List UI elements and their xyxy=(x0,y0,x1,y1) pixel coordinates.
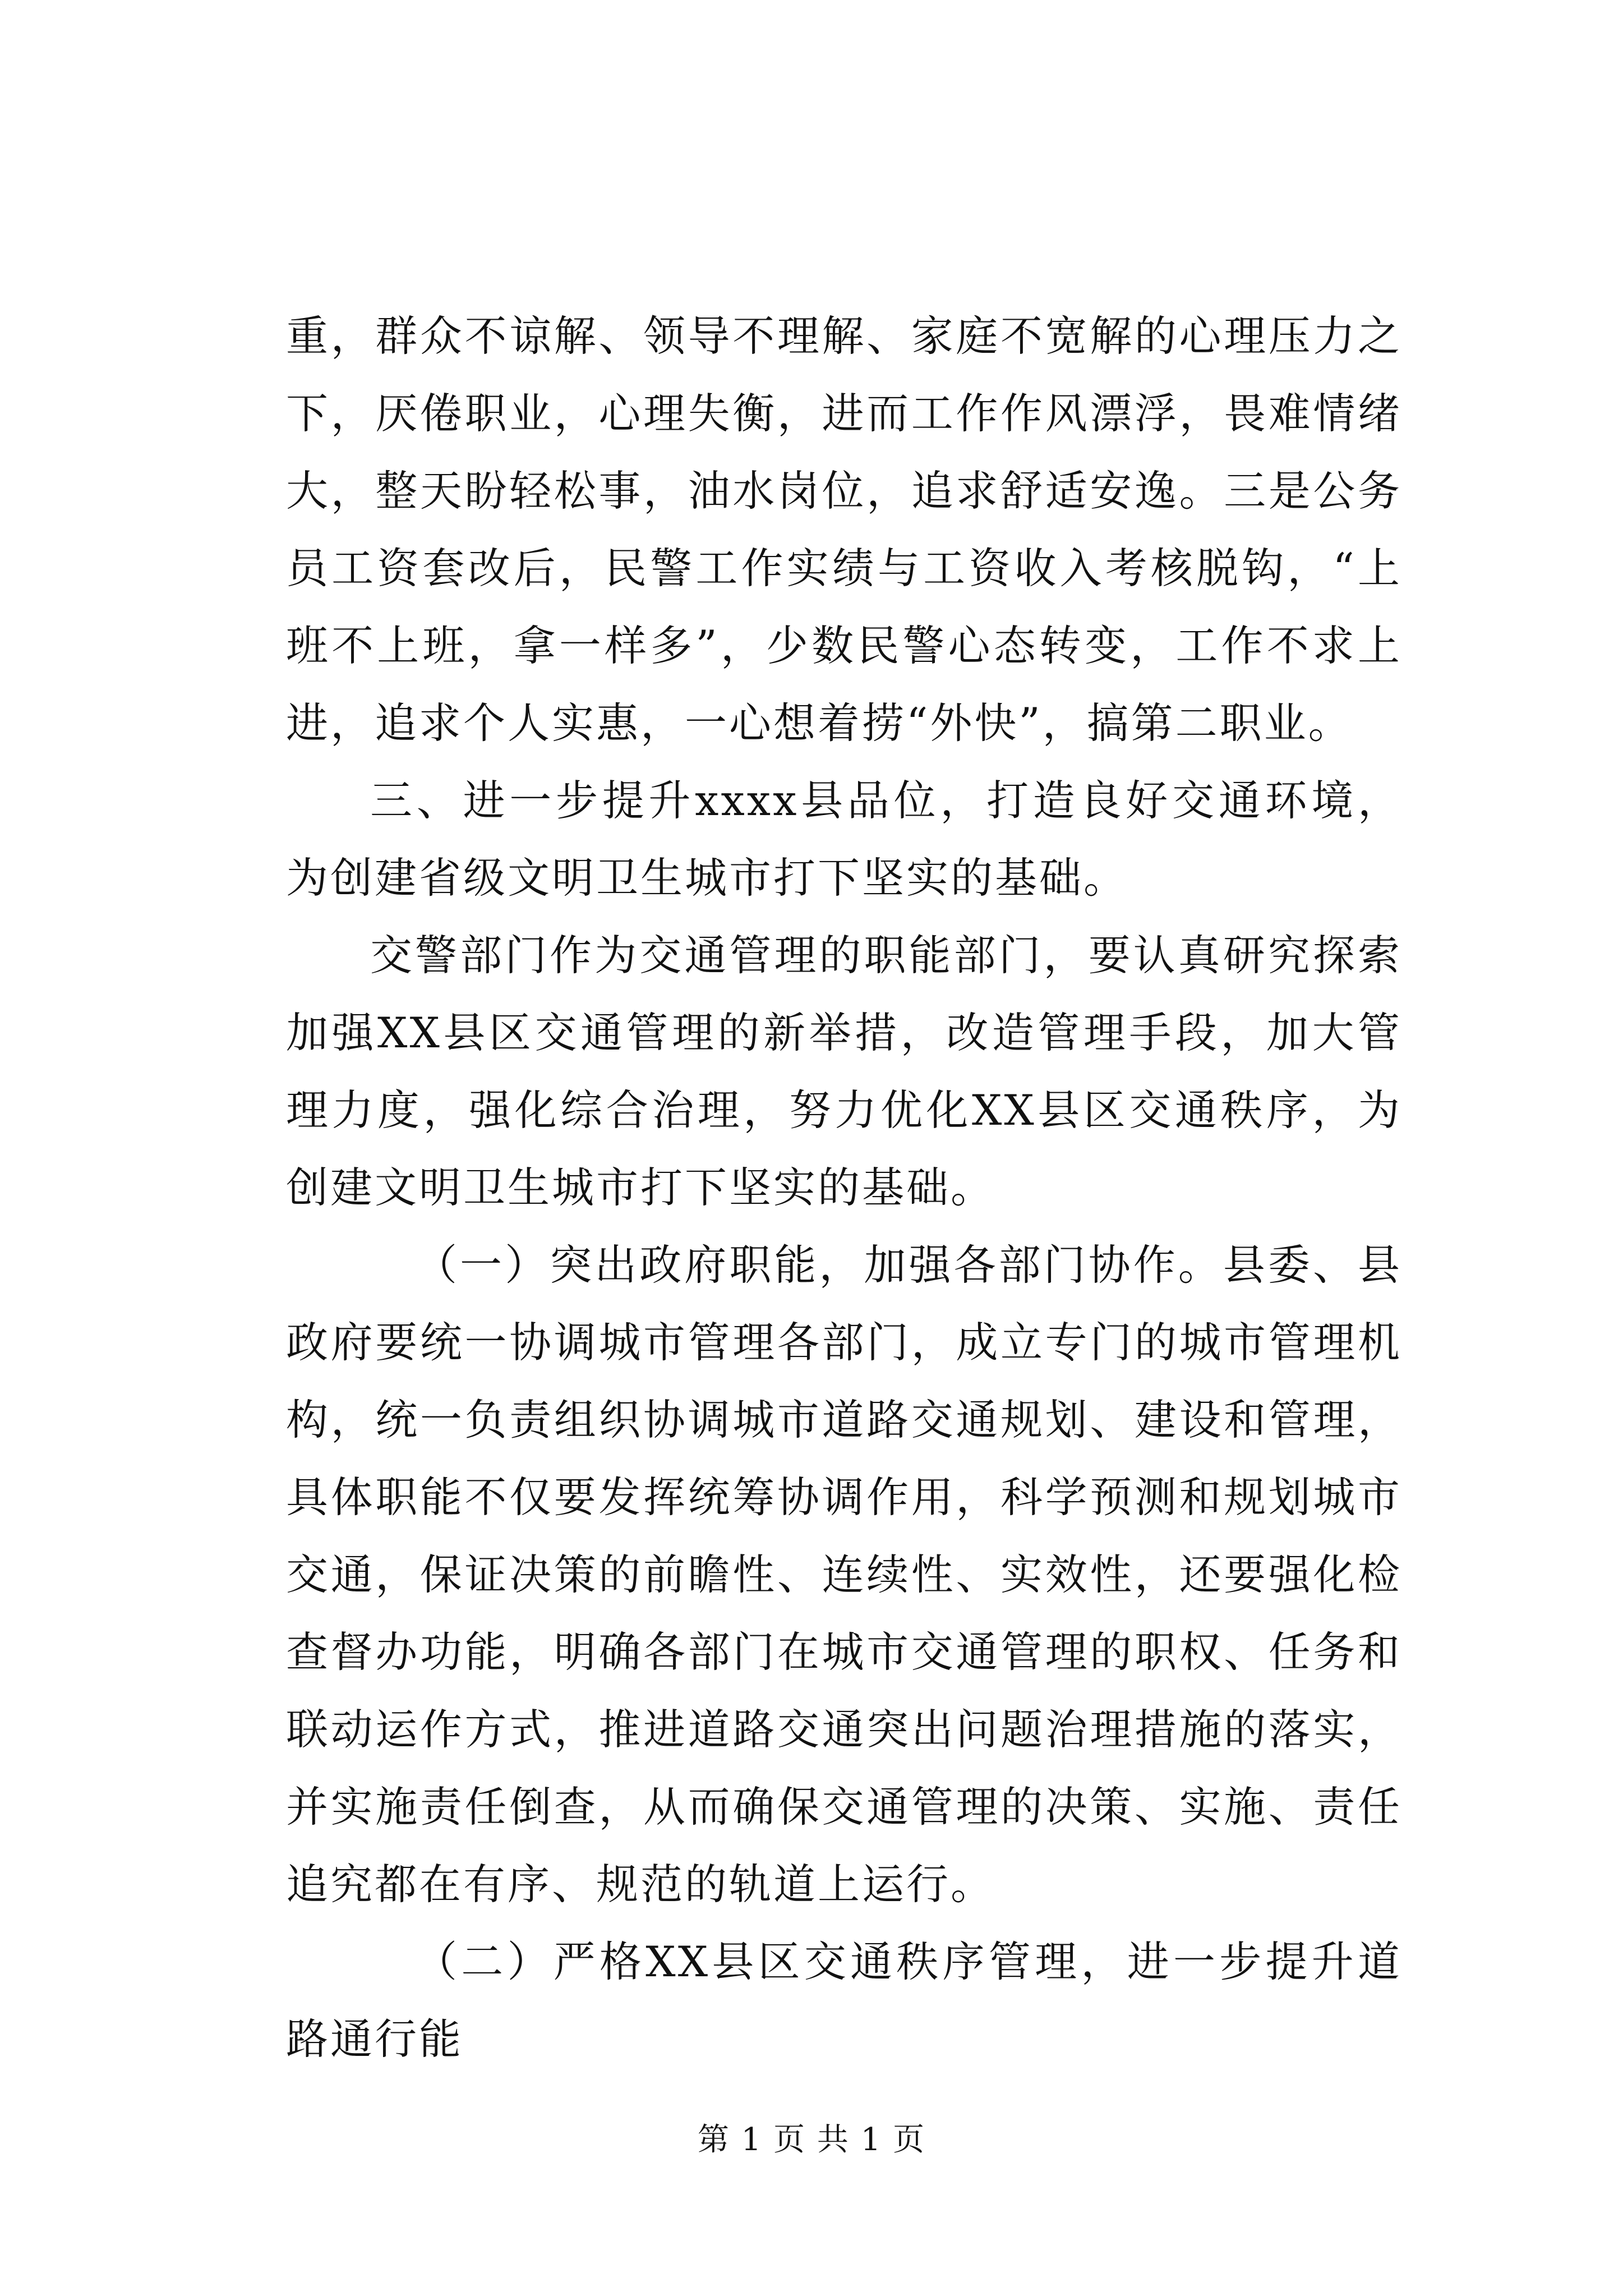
paragraph-item-two: （二）严格XX县区交通秩序管理，进一步提升道路通行能 xyxy=(286,1937,1402,2064)
document-body xyxy=(286,297,1402,2078)
page-number-footer: 第 1 页 共 1 页 xyxy=(697,2122,926,2158)
section-heading-three: 三、进一步提升xxxx县品位，打造良好交通环境，为创建省级文明卫生城市打下坚实的基础。 xyxy=(286,776,1402,903)
paragraph-continuation: 重，群众不谅解、领导不理解、家庭不宽解的心理压力之下，厌倦职业，心理失衡，进而工作作风漂浮，畏难情绪大，整天盼轻松事，油水岗位，追求舒适安逸。三是公务员工资套改后，民警工作实绩与工资收入考核脱钩，“上班不上班，拿一样多”，少数民警心态转变，工作不求上进，追求个人实惠，一心想着捞“外快”，搞第二职业。 xyxy=(286,311,1402,748)
paragraph-item-one: （一）突出政府职能，加强各部门协作。县委、县政府要统一协调城市管理各部门，成立专门的城市管理机构，统一负责组织协调城市道路交通规划、建设和管理，具体职能不仅要发挥统筹协调作用，科学预测和规划城市交通，保证决策的前瞻性、连续性、实效性，还要强化检查督办功能，明确各部门在城市交通管理的职权、任务和联动运作方式，推进道路交通突出问题治理措施的落实，并实施责任倒查，从而确保交通管理的决策、实施、责任追究都在有序、规范的轨道上运行。 xyxy=(286,1240,1402,1909)
paragraph-traffic-police: 交警部门作为交通管理的职能部门，要认真研究探索加强XX县区交通管理的新举措，改造管理手段，加大管理力度，强化综合治理，努力优化XX县区交通秩序，为创建文明卫生城市打下坚实的基础。 xyxy=(286,931,1402,1212)
